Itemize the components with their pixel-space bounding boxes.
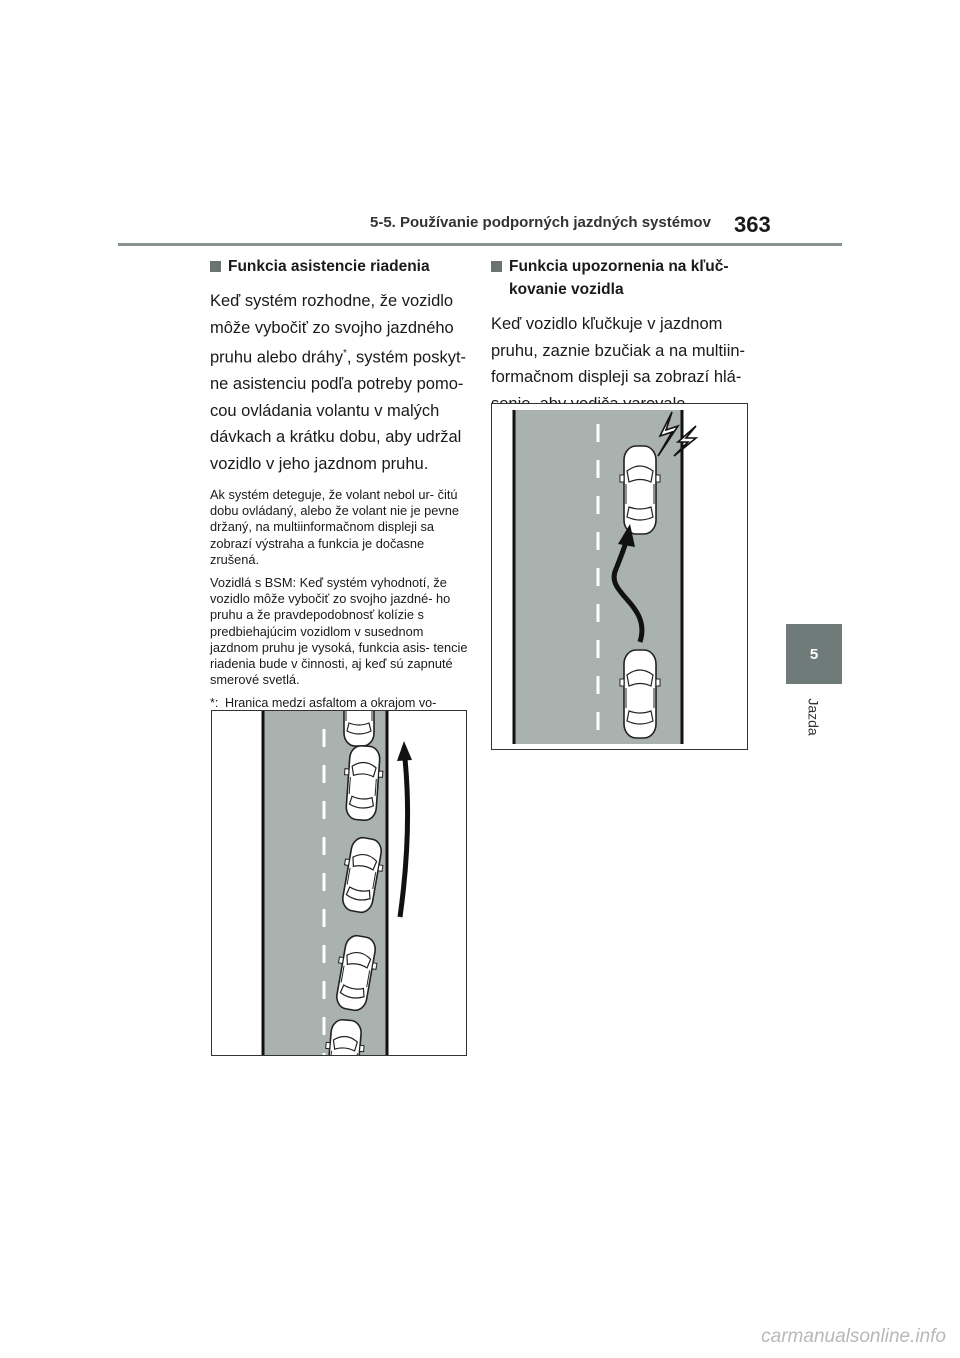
page-number: 363 bbox=[734, 212, 771, 237]
footnote-mark: *: bbox=[210, 696, 219, 711]
chapter-number: 5 bbox=[809, 645, 819, 663]
vehicle-bottom bbox=[620, 650, 660, 738]
header-title: 5-5. Používanie podporných jazdných systémov bbox=[370, 214, 711, 231]
chapter-label-text: Jazda bbox=[805, 698, 822, 736]
sway-warning-figure bbox=[491, 403, 748, 750]
footnote-ref: * bbox=[343, 348, 347, 359]
square-bullet-icon bbox=[491, 261, 502, 272]
sway-warning-section bbox=[491, 255, 753, 427]
steering-assist-body-part2: , systém poskyt- ne asistenciu podľa potreby pomo- cou ovládania volantu v malých dávkach a krátku dobu, aby udržal vozidlo v jeho jazdnom pruhu. bbox=[210, 348, 467, 473]
sway-warning-illustration bbox=[492, 404, 747, 749]
chapter-tab bbox=[786, 624, 842, 684]
steering-assist-note-2: Vozidlá s BSM: Keď systém vyhodnotí, že vozidlo môže vybočiť zo svojho jazdné- ho pruhu a že pravdepodobnosť kolízie s predbiehajúcim vozidlom v susednom jazdnom pruhu je vysoká, funkcia asis- tencie riadenia bude v činnosti, aj keď sú zapnuté smerové svetlá. bbox=[210, 575, 468, 688]
sway-warning-heading bbox=[491, 255, 753, 301]
footnote-text: Hranica medzi asfaltom a okrajom vo- bbox=[225, 696, 437, 711]
steering-assist-note-1: Ak systém deteguje, že volant nebol ur- čitú dobu ovládaný, alebo že volant nie je pevne držaný, na multiinformačnom displeji sa zobrazí výstraha a funkcia je dočasne zrušená. bbox=[210, 487, 460, 567]
vehicle-top bbox=[340, 711, 378, 746]
steering-assist-heading-text: Funkcia asistencie riadenia bbox=[228, 258, 430, 275]
steering-assist-heading bbox=[210, 255, 472, 278]
chapter-label bbox=[794, 692, 834, 742]
steering-assist-body bbox=[210, 288, 472, 477]
steering-assist-illustration bbox=[212, 711, 466, 1055]
correction-arrow bbox=[400, 759, 408, 917]
steering-assist-body-part1: Keď systém rozhodne, že vozidlo môže vybočiť zo svojho jazdného pruhu alebo dráhy bbox=[210, 292, 454, 367]
steering-assist-figure bbox=[211, 710, 467, 1056]
vehicle-top bbox=[620, 446, 660, 534]
sway-warning-heading-text: Funkcia upozornenia na kľuč- kovanie vozidla bbox=[509, 258, 729, 298]
square-bullet-icon bbox=[210, 261, 221, 272]
steering-assist-section bbox=[210, 255, 472, 727]
header-rule bbox=[118, 243, 842, 246]
footer-watermark: carmanualsonline.info bbox=[761, 1326, 946, 1347]
sway-warning-body: Keď vozidlo kľučkuje v jazdnom pruhu, zaznie bzučiak a na multiin- formačnom displeji sa zobrazí hlá- bbox=[491, 315, 746, 386]
arrow-head-icon bbox=[397, 741, 412, 761]
